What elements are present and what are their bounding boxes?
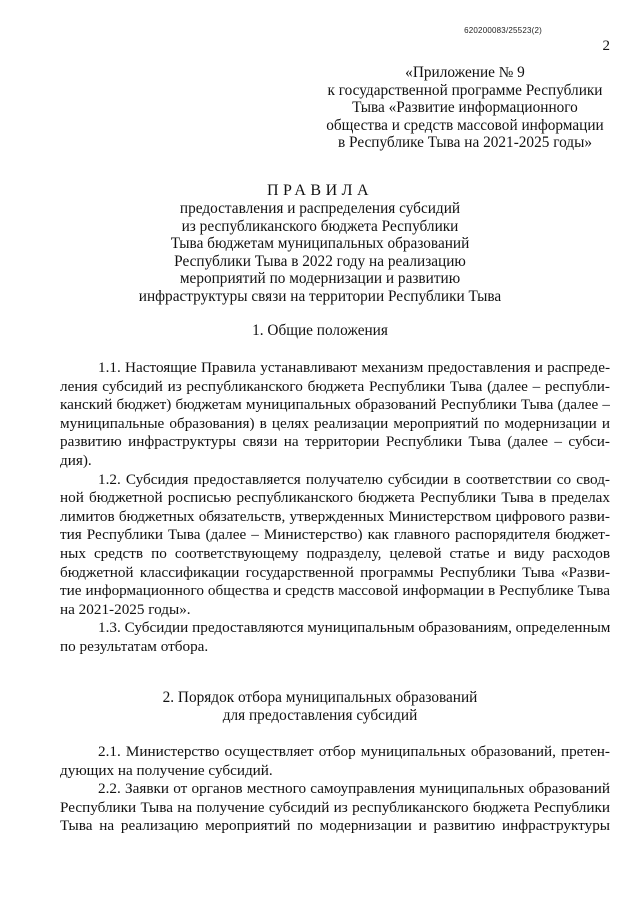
paragraph-line: по результатам отбора. (60, 637, 209, 655)
paragraph-line: канский бюджет) бюджетам муниципальных образований Республики Тыва (далее – (60, 396, 610, 414)
paragraph-line: тия Республики Тыва (далее – Министерство) как главного распорядителя бюджет- (60, 526, 610, 544)
paragraph-line: бюджетной классификации государственной программы Республики Тыва «Разви- (60, 563, 610, 581)
document-subtitle (0, 200, 640, 305)
appendix-line: к государственной программе Республики (327, 81, 603, 99)
subtitle-line: мероприятий по модернизации и развитию (179, 270, 461, 287)
subtitle-line: инфраструктуры связи на территории Республики Тыва (138, 287, 502, 305)
section-heading-line: 1. Общие положения (252, 322, 388, 339)
paragraph-line: 2.1. Министерство осуществляет отбор муниципальных образований, претен- (98, 743, 610, 760)
page-number: 2 (602, 38, 610, 54)
subtitle-line: предоставления и распределения субсидий (179, 200, 461, 217)
subtitle-line: Тыва бюджетам муниципальных образований (170, 235, 470, 252)
section-1-body (60, 359, 610, 657)
paragraph-line: ных средств по соответствующему подразделу, целевой статье и виду расходов (60, 544, 610, 562)
paragraph-line: на 2021-2025 годы». (60, 600, 191, 618)
paragraph-line: дующих на получение субсидий. (60, 761, 273, 779)
section-1-heading (0, 322, 640, 340)
subtitle-line: из республиканского бюджета Республики (181, 217, 459, 235)
paragraph-line: муниципальные образования) в целях реализации мероприятий по модернизации и (60, 414, 610, 432)
paragraph-line: ления субсидий из республиканского бюджета Республики Тыва (далее – республи- (60, 377, 610, 395)
subtitle-line: Республики Тыва в 2022 году на реализацию (174, 252, 466, 270)
appendix-line: общества и средств массовой информации (326, 116, 604, 134)
paragraph-line: Тыва на реализацию мероприятий по модернизации и развитию инфраструктуры (60, 817, 610, 835)
paragraph-line: 2.2. Заявки от органов местного самоуправления муниципальных образований (98, 780, 610, 798)
appendix-line: в Республике Тыва на 2021-2025 годы» (337, 134, 593, 151)
section-heading-line: 2. Порядок отбора муниципальных образований (162, 689, 478, 706)
paragraph-line: ной бюджетной росписью республиканского бюджета Республики Тыва в пределах (60, 489, 610, 507)
paragraph-line: развитию инфраструктуры связи на территории Республики Тыва (далее – субси- (60, 433, 610, 451)
section-2-body (60, 743, 610, 836)
section-2-heading (0, 689, 640, 724)
paragraph-line: 1.2. Субсидия предоставляется получателю субсидии в соответствии со свод- (98, 470, 610, 488)
paragraph-line: 1.1. Настоящие Правила устанавливают механизм предоставления и распреде- (98, 359, 610, 376)
paragraph-line: 1.3. Субсидии предоставляются муниципальным образованиям, определенным (98, 619, 610, 637)
paragraph-line: тие информационного общества и средств массовой информации в Республике Тыва (60, 582, 610, 600)
appendix-line: Тыва «Развитие информационного (352, 99, 578, 116)
paragraph-line: дия). (60, 451, 92, 469)
section-heading-line: для предоставления субсидий (222, 706, 418, 724)
document-title: ПРАВИЛА (266, 182, 374, 199)
document-code: 620200083/25523(2) (464, 26, 542, 35)
appendix-note (320, 64, 610, 152)
paragraph-line: Республики Тыва на получение субсидий из республиканского бюджета Республики (60, 798, 610, 816)
paragraph-line: лимитов бюджетных обязательств, утвержденных Министерством цифрового разви- (60, 507, 610, 525)
appendix-line: «Приложение № 9 (405, 64, 525, 81)
